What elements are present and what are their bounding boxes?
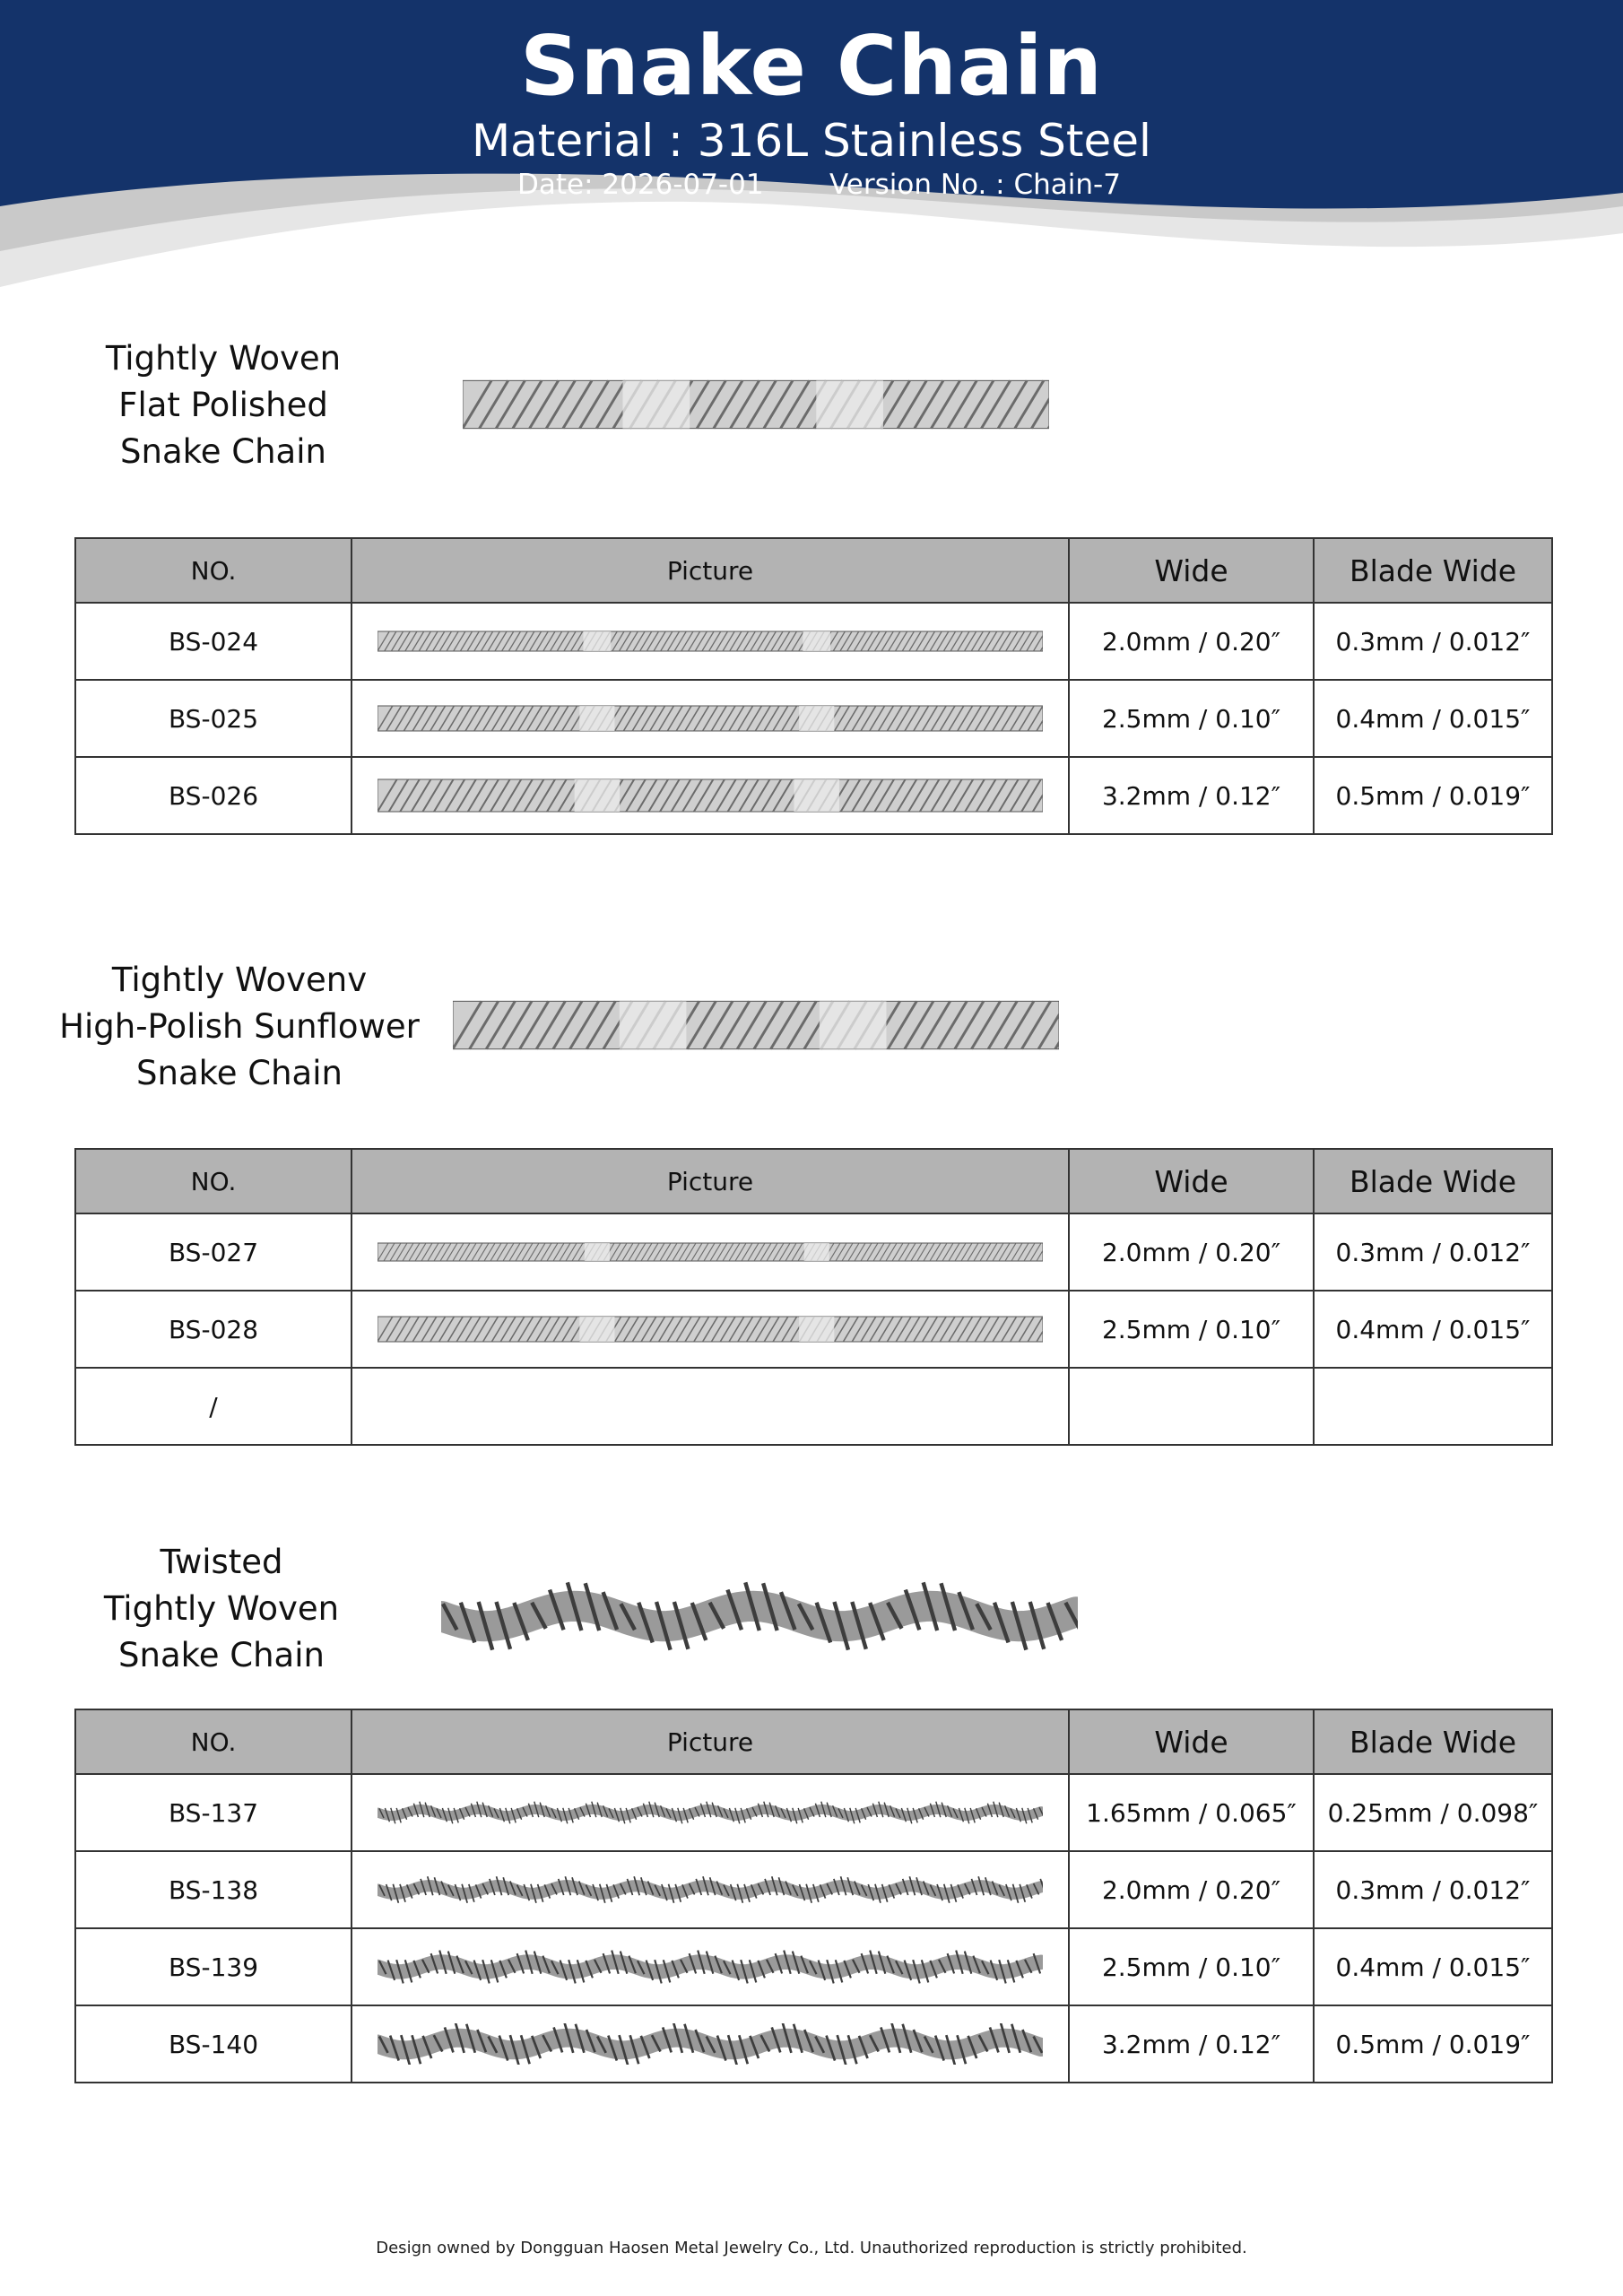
twisted-snake-chain-photo [441, 1571, 1078, 1661]
chain-picture-cell [352, 2005, 1069, 2083]
col-header-wide: Wide [1069, 1149, 1314, 1213]
section-1-label-line-3: Snake Chain [120, 432, 326, 471]
table-row [75, 1368, 1552, 1445]
chain-thumbnail [378, 1949, 1043, 1985]
chain-thumbnail [378, 1314, 1043, 1344]
wide-value: 2.5mm / 0.10″ [1069, 1928, 1314, 2005]
section-1-label-line-2: Flat Polished [118, 386, 328, 424]
version-label: Version No. : Chain-7 [829, 169, 1121, 201]
chain-thumbnail [378, 1874, 1043, 1905]
section-2-label [54, 957, 425, 1097]
wide-value [1069, 1368, 1314, 1445]
wide-value: 3.2mm / 0.12″ [1069, 2005, 1314, 2083]
date-label: Date: 2026-07-01 [517, 169, 764, 201]
table-row [75, 2005, 1552, 2083]
blade-wide-value [1314, 1368, 1552, 1445]
col-header-no: NO. [75, 538, 352, 603]
chain-picture-cell [352, 603, 1069, 680]
section-3-label [74, 1539, 369, 1679]
chain-picture-cell [352, 1774, 1069, 1851]
wide-value: 2.0mm / 0.20″ [1069, 1213, 1314, 1291]
product-no: BS-028 [75, 1291, 352, 1368]
wide-value: 2.5mm / 0.10″ [1069, 1291, 1314, 1368]
blade-wide-value: 0.5mm / 0.019″ [1314, 757, 1552, 834]
col-header-blade-wide: Blade Wide [1314, 538, 1552, 603]
section-2-label-line-2: High-Polish Sunflower [59, 1007, 420, 1046]
chain-thumbnail [378, 2023, 1043, 2065]
blade-wide-value: 0.25mm / 0.098″ [1314, 1774, 1552, 1851]
chain-picture-cell [352, 1368, 1069, 1445]
col-header-no: NO. [75, 1709, 352, 1774]
table-row [75, 1774, 1552, 1851]
chain-picture-cell [352, 1928, 1069, 2005]
wide-value: 2.5mm / 0.10″ [1069, 680, 1314, 757]
product-no: BS-027 [75, 1213, 352, 1291]
chain-picture-cell [352, 680, 1069, 757]
table-row [75, 1851, 1552, 1928]
chain-picture-cell [352, 757, 1069, 834]
table-row [75, 1291, 1552, 1368]
section-3-label-line-3: Snake Chain [118, 1636, 325, 1674]
product-no: BS-024 [75, 603, 352, 680]
table-header-row [75, 1709, 1552, 1774]
table-row [75, 1213, 1552, 1291]
section-3-label-line-2: Tightly Woven [103, 1589, 340, 1628]
section-1-label-line-1: Tightly Woven [105, 339, 342, 378]
blade-wide-value: 0.4mm / 0.015″ [1314, 680, 1552, 757]
table-row [75, 757, 1552, 834]
sunflower-snake-chain-photo [453, 987, 1059, 1064]
chain-picture-cell [352, 1291, 1069, 1368]
spec-table-3 [74, 1709, 1553, 2083]
chain-thumbnail [378, 1239, 1043, 1265]
wide-value: 3.2mm / 0.12″ [1069, 757, 1314, 834]
flat-snake-chain-photo [463, 366, 1049, 443]
wide-value: 2.0mm / 0.20″ [1069, 603, 1314, 680]
section-1-label [75, 335, 371, 475]
blade-wide-value: 0.4mm / 0.015″ [1314, 1928, 1552, 2005]
product-no: BS-139 [75, 1928, 352, 2005]
section-3-label-line-1: Twisted [160, 1543, 283, 1581]
table-header-row [75, 1149, 1552, 1213]
chain-picture-cell [352, 1851, 1069, 1928]
table-row [75, 1928, 1552, 2005]
col-header-picture: Picture [352, 1709, 1069, 1774]
col-header-no: NO. [75, 1149, 352, 1213]
chain-thumbnail [378, 1799, 1043, 1826]
table-row [75, 680, 1552, 757]
col-header-blade-wide: Blade Wide [1314, 1709, 1552, 1774]
product-no: / [75, 1368, 352, 1445]
blade-wide-value: 0.4mm / 0.015″ [1314, 1291, 1552, 1368]
col-header-wide: Wide [1069, 538, 1314, 603]
header-banner [0, 0, 1623, 305]
table-header-row [75, 538, 1552, 603]
spec-table-1 [74, 537, 1553, 835]
chain-thumbnail [378, 777, 1043, 814]
spec-table-2 [74, 1148, 1553, 1446]
chain-thumbnail [378, 628, 1043, 655]
blade-wide-value: 0.5mm / 0.019″ [1314, 2005, 1552, 2083]
product-no: BS-140 [75, 2005, 352, 2083]
chain-picture-cell [352, 1213, 1069, 1291]
copyright-footer: Design owned by Dongguan Haosen Metal Jewelry Co., Ltd. Unauthorized reproduction is strictly prohibited. [376, 2239, 1247, 2257]
product-no: BS-138 [75, 1851, 352, 1928]
wide-value: 1.65mm / 0.065″ [1069, 1774, 1314, 1851]
blade-wide-value: 0.3mm / 0.012″ [1314, 1213, 1552, 1291]
product-no: BS-137 [75, 1774, 352, 1851]
material-subtitle: Material : 316L Stainless Steel [472, 115, 1151, 167]
chain-thumbnail [378, 703, 1043, 734]
product-no: BS-026 [75, 757, 352, 834]
wide-value: 2.0mm / 0.20″ [1069, 1851, 1314, 1928]
col-header-wide: Wide [1069, 1709, 1314, 1774]
blade-wide-value: 0.3mm / 0.012″ [1314, 603, 1552, 680]
section-2-label-line-3: Snake Chain [136, 1054, 343, 1092]
col-header-picture: Picture [352, 1149, 1069, 1213]
section-2-label-line-1: Tightly Wovenv [111, 961, 368, 999]
page-title: Snake Chain [519, 18, 1104, 114]
col-header-blade-wide: Blade Wide [1314, 1149, 1552, 1213]
blade-wide-value: 0.3mm / 0.012″ [1314, 1851, 1552, 1928]
table-row [75, 603, 1552, 680]
col-header-picture: Picture [352, 538, 1069, 603]
product-no: BS-025 [75, 680, 352, 757]
